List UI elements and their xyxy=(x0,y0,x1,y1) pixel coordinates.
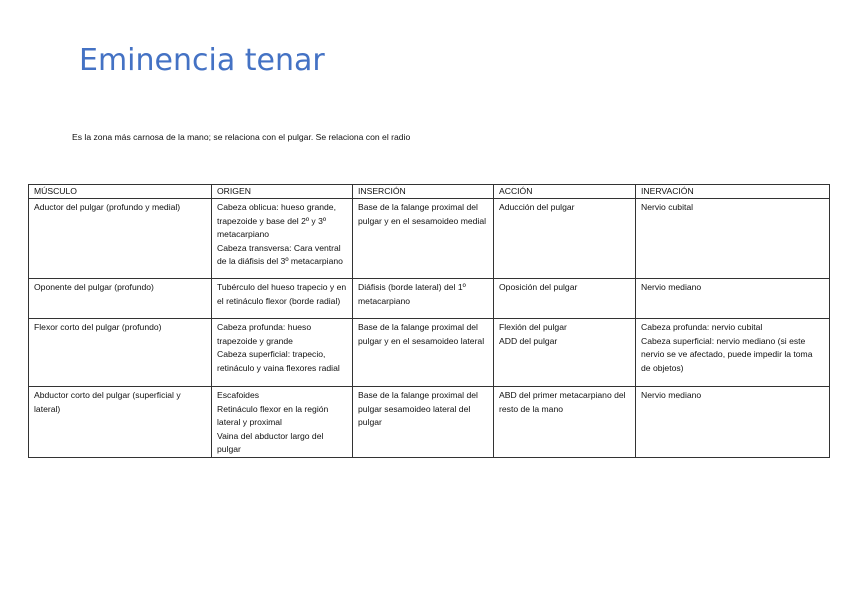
cell-text-line: Cabeza superficial: nervio mediano (si este nervio se ve afectado, puede impedir la toma de objetos) xyxy=(641,335,813,373)
cell-text-line: Base de la falange proximal del pulgar y en el sesamoideo medial xyxy=(358,202,487,226)
cell-origen xyxy=(212,319,353,387)
table-row xyxy=(29,199,830,279)
cell-origen xyxy=(212,387,353,458)
cell-accion xyxy=(494,319,636,387)
cell-text-line: Flexión del pulgar xyxy=(499,322,567,333)
header-musculo: MÚSCULO xyxy=(29,185,212,199)
cell-insercion xyxy=(353,319,494,387)
cell-text-line: Abductor corto del pulgar (superficial y lateral) xyxy=(34,390,181,414)
cell-text-line: Base de la falange proximal del pulgar y en el sesamoideo lateral xyxy=(358,322,485,346)
cell-musculo xyxy=(29,279,212,319)
table-row xyxy=(29,387,830,458)
cell-inervacion xyxy=(636,199,830,279)
cell-insercion xyxy=(353,279,494,319)
cell-text-line: Oposición del pulgar xyxy=(499,282,578,293)
cell-text-line: Base de la falange proximal del pulgar sesamoideo lateral del pulgar xyxy=(358,390,478,428)
cell-text-line: Nervio mediano xyxy=(641,390,702,401)
cell-text-line: Nervio mediano xyxy=(641,282,702,293)
table-header-row xyxy=(29,185,830,199)
header-accion: ACCIÓN xyxy=(494,185,636,199)
cell-text-line: Diáfisis (borde lateral) del 1º metacarpiano xyxy=(358,282,466,306)
cell-text-line: Aductor del pulgar (profundo y medial) xyxy=(34,202,181,213)
page-title: Eminencia tenar xyxy=(79,43,325,78)
cell-text-line: Cabeza profunda: nervio cubital xyxy=(641,322,763,333)
cell-origen xyxy=(212,199,353,279)
cell-inervacion xyxy=(636,279,830,319)
cell-musculo xyxy=(29,387,212,458)
cell-origen xyxy=(212,279,353,319)
cell-inervacion xyxy=(636,387,830,458)
cell-text-line: Oponente del pulgar (profundo) xyxy=(34,282,154,293)
cell-musculo xyxy=(29,199,212,279)
cell-text-line: Cabeza oblicua: hueso grande, trapezoide y base del 2º y 3º metacarpiano xyxy=(217,202,336,240)
cell-musculo xyxy=(29,319,212,387)
cell-accion xyxy=(494,387,636,458)
cell-text-line: Vaina del abductor largo del pulgar xyxy=(217,430,324,455)
cell-text-line: ABD del primer metacarpiano del resto de la mano xyxy=(499,390,626,414)
cell-text-line: Cabeza transversa: Cara ventral de la diáfisis del 3º metacarpiano xyxy=(217,242,343,267)
table-row xyxy=(29,319,830,387)
table-row xyxy=(29,279,830,319)
cell-insercion xyxy=(353,199,494,279)
cell-accion xyxy=(494,199,636,279)
cell-text-line: Flexor corto del pulgar (profundo) xyxy=(34,322,162,333)
cell-text-line: Tubérculo del hueso trapecio y en el retináculo flexor (borde radial) xyxy=(217,282,347,306)
cell-text-line: Escafoides xyxy=(217,390,260,401)
header-origen: ORIGEN xyxy=(212,185,353,199)
cell-text-line: Nervio cubital xyxy=(641,202,694,213)
cell-text-line: ADD del pulgar xyxy=(499,335,558,346)
table-body xyxy=(29,199,830,458)
cell-text-line: Cabeza superficial: trapecio, retináculo y vaina flexores radial xyxy=(217,349,340,373)
cell-accion xyxy=(494,279,636,319)
cell-inervacion xyxy=(636,319,830,387)
cell-text-line: Retináculo flexor en la región lateral y proximal xyxy=(217,403,329,428)
muscle-table xyxy=(28,184,830,458)
header-insercion: INSERCIÓN xyxy=(353,185,494,199)
cell-insercion xyxy=(353,387,494,458)
header-inervacion: INERVACIÓN xyxy=(636,185,830,199)
cell-text-line: Cabeza profunda: hueso trapezoide y grande xyxy=(217,322,312,346)
cell-text-line: Aducción del pulgar xyxy=(499,202,575,213)
intro-paragraph: Es la zona más carnosa de la mano; se relaciona con el pulgar. Se relaciona con el radio xyxy=(72,132,411,142)
